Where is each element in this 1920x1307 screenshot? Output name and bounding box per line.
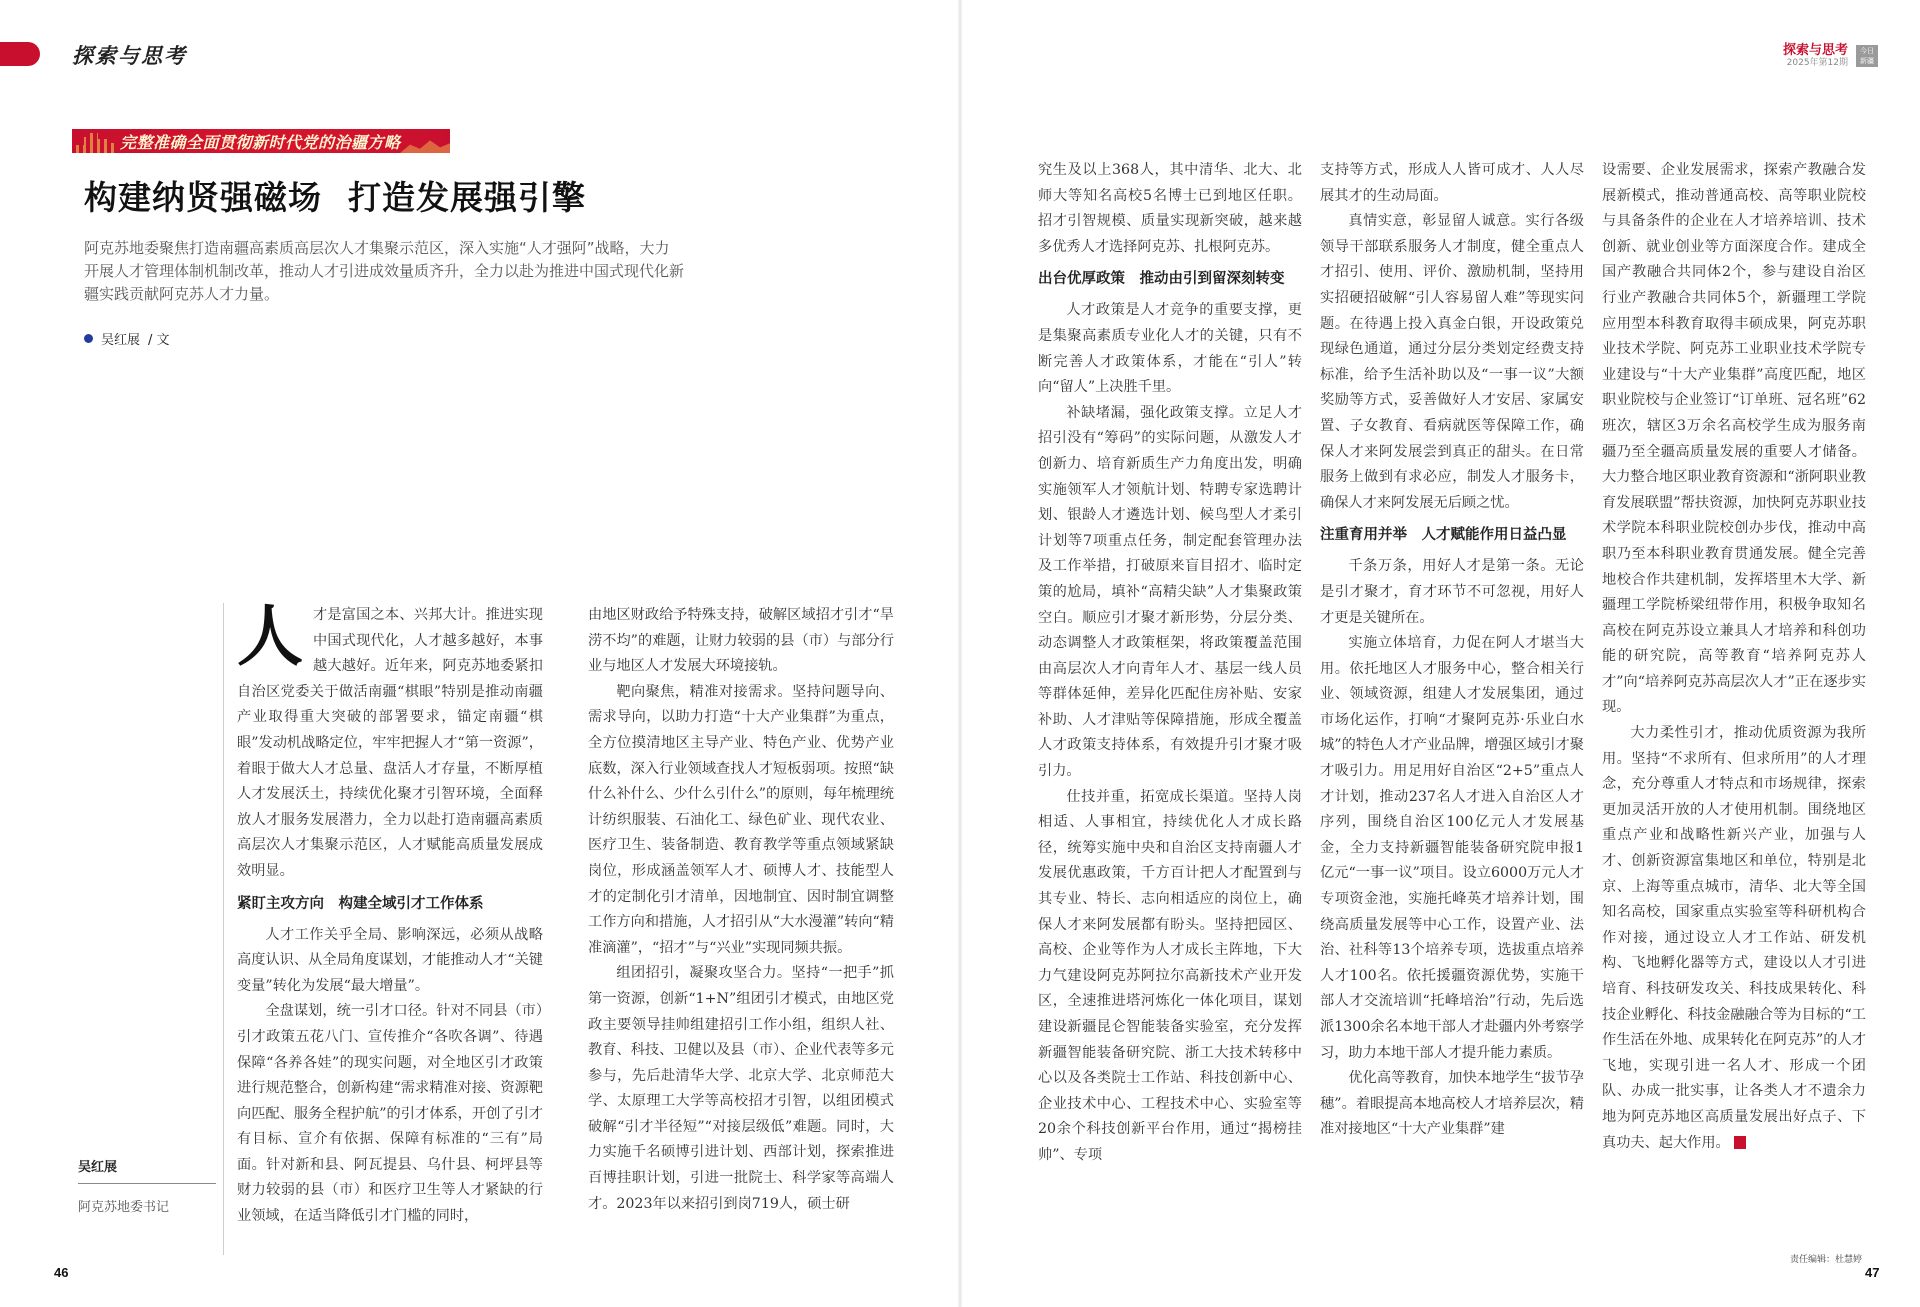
subheading: 出台优厚政策 推动由引到留深刻转变 — [1038, 271, 1285, 288]
body-column-4 — [1320, 158, 1584, 1143]
responsible-editor: 责任编辑：杜慧婷 — [1790, 1255, 1863, 1265]
paragraph: 支持等方式，形成人人皆可成才、人人尽展其才的生动局面。 — [1320, 162, 1584, 204]
magazine-logo-icon: 今日新疆 — [1856, 45, 1878, 67]
page-number-left: 46 — [54, 1265, 69, 1280]
author-name: 吴红展 — [78, 1156, 216, 1184]
paragraph: 靶向聚焦，精准对接需求。坚持问题导向、需求导向，以助力打造“十大产业集群”为重点，全方位摸清地区主导产业、特色产业、优势产业底数，深入行业领域查找人才短板弱项。按照“缺什么补什么、少什么引什么”的原则，每年梳理统计纺织服装、石油化工、绿色矿业、现代农业、医疗卫生、装备制造、教育教学等重点领域紧缺岗位，形成涵盖领军人才、硕博人才、技能型人才的定制化引才清单，因地制宜、因时制宜调整工作方向和措施，人才招引从“大水漫灌”转向“精准滴灌”，“招才”与“兴业”实现同频共振。 — [588, 683, 894, 956]
skyline-decoration-icon — [76, 133, 116, 153]
section-title-left: 探索与思考 — [72, 43, 187, 68]
paragraph: 由地区财政给予特殊支持，破解区域招才引才“旱涝不均”的难题，让财力较弱的县（市）与部分行业与地区人才发展大环境接轨。 — [588, 607, 894, 675]
byline — [84, 329, 170, 348]
article-end-mark-icon: J — [1734, 1136, 1746, 1149]
section-title-right: 探索与思考 — [1782, 43, 1848, 58]
paragraph-text: 大力柔性引才，推动优质资源为我所用。坚持“不求所有、但求所用”的人才理念，充分尊重人才特点和市场规律，探索更加灵活开放的人才使用机制。围绕地区重点产业和战略性新兴产业，加强与人才、创新资源富集地区和单位，特别是北京、上海等重点城市，清华、北大等全国知名高校，国家重点实验室等科研机构合作对接，通过设立人才工作站、研发机构、飞地孵化器等方式，建设以人才引进培育、科技研发攻关、科技成果转化、科技企业孵化、科技金融融合等为目标的“工作生活在外地、成果转化在阿克苏”的人才飞地，实现引进一名人才、形成一个团队、办成一批实事，让各类人才不遗余力地为阿克苏地区高质量发展出好点子、下真功夫、起大作用。 — [1602, 725, 1866, 1151]
paragraph: 补缺堵漏，强化政策支撑。立足人才招引没有“筹码”的实际问题，从激发人才创新力、培育新质生产力角度出发，明确实施领军人才领航计划、特聘专家选聘计划、银龄人才遴选计划、候鸟型人才柔引计划等7项重点任务，制定配套管理办法及工作举措，打破原来盲目招才、临时定策的尬局，填补“高精尖缺”人才集聚政策空白。顺应引才聚才新形势，分层分类、动态调整人才政策框架，将政策覆盖范围由高层次人才向青年人才、基层一线人员等群体延伸，差异化匹配住房补贴、安家补助、人才津贴等保障措施，形成全覆盖人才政策支持体系，有效提升引才聚才吸引力。 — [1038, 404, 1302, 780]
issue-label: 2025年第12期 — [1786, 58, 1848, 68]
body-column-1 — [237, 597, 543, 1230]
paragraph: 人才政策是人才竞争的重要支撑，更是集聚高素质专业化人才的关键，只有不断完善人才政策体系，才能在“引人”转向“留人”上决胜千里。 — [1038, 302, 1302, 396]
article-lead: 阿克苏地委聚焦打造南疆高素质高层次人才集聚示范区，深入实施“人才强阿”战略，大力开展人才管理体制机制改革，推动人才引进成效量质齐升，全力以赴为推进中国式现代化新疆实践贡献阿克苏人才力量。 — [84, 239, 685, 303]
paragraph: 优化高等教育，加快本地学生“拔节孕穗”。着眼提高本地高校人才培养层次，精准对接地区“十大产业集群”建 — [1320, 1070, 1584, 1138]
running-header-right — [1783, 44, 1878, 68]
paragraph: 人才工作关乎全局、影响深远，必须从战略高度认识、从全局角度谋划，才能推动人才“关键变量”转化为发展“最大增量”。 — [237, 926, 543, 994]
body-column-3 — [1038, 158, 1302, 1169]
byline-author: 吴红展 — [101, 333, 141, 348]
paragraph: 组团招引，凝聚攻坚合力。坚持“一把手”抓第一资源，创新“1+N”组团引才模式，由地区党政主要领导挂帅组建招引工作小组，组织人社、教育、科技、卫健以及县（市）、企业代表等多元参与，先后赴清华大学、北京大学、北京师范大学、太原理工大学等高校招才引智，以组团模式破解“引才半径短”“对接层级低”难题。同时，大力实施千名硕博引进计划、西部计划，探索推进百博挂职计划，引进一批院士、科学家等高端人才。2023年以来招引到岗719人，硕士研 — [588, 965, 894, 1212]
theme-banner — [72, 129, 450, 153]
paragraph: 设需要、企业发展需求，探索产教融合发展新模式，推动普通高校、高等职业院校与具备条件的企业在人才培养培训、技术创新、就业创业等方面深度合作。建成全国产教融合共同体2个，参与建设自治区行业产教融合共同体5个，新疆理工学院应用型本科教育取得丰硕成果，阿克苏职业技术学院、阿克苏工业职业技术学院专业建设与“十大产业集群”高度匹配，地区职业院校与企业签订“订单班、冠名班”62班次，辖区3万余名高校学生成为服务南疆乃至全疆高质量发展的重要人才储备。大力整合地区职业教育资源和“浙阿职业教育发展联盟”帮扶资源，加快阿克苏职业技术学院本科职业院校创办步伐，推动中高职乃至本科职业教育贯通发展。健全完善地校合作共建机制，发挥塔里木大学、新疆理工学院桥梁纽带作用，积极争取知名高校在阿克苏设立兼具人才培养和科创功能的研究院，高等教育“培养阿克苏人才”向“培养阿克苏高层次人才”正在逐步实现。 — [1602, 162, 1866, 716]
body-column-2 — [588, 603, 894, 1217]
subheading: 注重育用并举 人才赋能作用日益凸显 — [1320, 527, 1567, 544]
page-number-right: 47 — [1865, 1265, 1880, 1280]
author-box — [78, 1156, 216, 1215]
section-tab-marker — [0, 42, 40, 66]
drop-cap: 人 — [237, 597, 303, 675]
banner-text: 完整准确全面贯彻新时代党的治疆方略 — [120, 133, 401, 152]
paragraph: 千条万条，用好人才是第一条。无论是引才聚才，育才环节不可忽视，用好人才更是关键所在。 — [1320, 558, 1584, 626]
paragraph — [1602, 721, 1866, 1156]
byline-suffix: / 文 — [148, 333, 170, 348]
body-column-5 — [1602, 158, 1866, 1156]
article-title — [84, 172, 586, 219]
paragraph: 才是富国之本、兴邦大计。推进实现中国式现代化，人才越多越好，本事越大越好。近年来，阿克苏地委紧扣自治区党委关于做活南疆“棋眼”特别是推动南疆产业取得重大突破的部署要求，锚定南疆“棋眼”发动机战略定位，牢牢把握人才“第一资源”，着眼于做大人才总量、盘活人才存量，不断厚植人才发展沃土，持续优化聚才引智环境，全面释放人才服务发展潜力，全力以赴打造南疆高素质高层次人才集聚示范区，人才赋能高质量发展成效明显。 — [237, 607, 543, 879]
paragraph: 究生及以上368人，其中清华、北大、北师大等知名高校5名博士已到地区任职。招才引智规模、质量实现新突破，越来越多优秀人才选择阿克苏、扎根阿克苏。 — [1038, 162, 1302, 255]
title-part-2: 打造发展强引擎 — [348, 178, 586, 217]
bullet-dot-icon — [84, 334, 93, 343]
paragraph: 仕技并重，拓宽成长渠道。坚持人岗相适、人事相宜，持续优化人才成长路径，统筹实施中央和自治区支持南疆人才发展优惠政策，千方百计把人才配置到与其专业、特长、志向相适应的岗位上，确保人才来阿发展都有盼头。坚持把园区、高校、企业等作为人才成长主阵地，下大力气建设阿克苏阿拉尔高新技术产业开发区，全速推进塔河炼化一体化项目，谋划建设新疆昆仑智能装备实验室，充分发挥新疆智能装备研究院、浙工大技术转移中心以及各类院士工作站、科技创新中心、企业技术中心、工程技术中心、实验室等20余个科技创新平台作用，通过“揭榜挂帅”、专项 — [1038, 788, 1302, 1163]
author-role: 阿克苏地委书记 — [78, 1200, 170, 1215]
title-part-1: 构建纳贤强磁场 — [84, 178, 322, 217]
spread-gutter — [958, 0, 962, 1307]
paragraph: 真情实意，彰显留人诚意。实行各级领导干部联系服务人才制度，健全重点人才招引、使用、评价、激励机制，坚持用实招硬招破解“引人容易留人难”等现实问题。在待遇上投入真金白银，开设政策兑现绿色通道，通过分层分类划定经费支持标准，给予生活补助以及“一事一议”大额奖励等方式，妥善做好人才安居、家属安置、子女教育、看病就医等保障工作，确保人才来阿发展尝到真正的甜头。在日常服务上做到有求必应，制发人才服务卡，确保人才来阿发展无后顾之忧。 — [1320, 213, 1584, 511]
subheading: 紧盯主攻方向 构建全域引才工作体系 — [237, 895, 484, 912]
paragraph: 全盘谋划，统一引才口径。针对不同县（市）引才政策五花八门、宣传推介“各吹各调”、待遇保障“各养各娃”的现实问题，对全地区引才政策进行规范整合，创新构建“需求精准对接、资源靶向匹配、服务全程护航”的引才体系，开创了引才有目标、宣介有依据、保障有标准的“三有”局面。针对新和县、阿瓦提县、乌什县、柯坪县等财力较弱的县（市）和医疗卫生等人才紧缺的行业领域，在适当降低引才门槛的同时， — [237, 1003, 543, 1225]
paragraph: 实施立体培育，力促在阿人才堪当大用。依托地区人才服务中心，整合相关行业、领域资源，组建人才发展集团，通过市场化运作，打响“才聚阿克苏·乐业白水城”的特色人才产业品牌，增强区域引才聚才吸引力。用足用好自治区“2+5”重点人才计划，推动237名人才进入自治区人才序列，围绕自治区100亿元人才发展基金，全力支持新疆智能装备研究院申报1亿元“一事一议”项目。设立6000万元人才专项资金池，实施托峰英才培养计划，围绕高质量发展等中心工作，设置产业、法治、社科等13个培养专项，选拔重点培养人才100名。依托援疆资源优势，实施干部人才交流培训“托峰培治”行动，先后选派1300余名本地干部人才赴疆内外考察学习，助力本地干部人才提升能力素质。 — [1320, 635, 1584, 1061]
column-rule — [223, 603, 224, 1255]
mountain-decoration-icon — [400, 139, 450, 153]
